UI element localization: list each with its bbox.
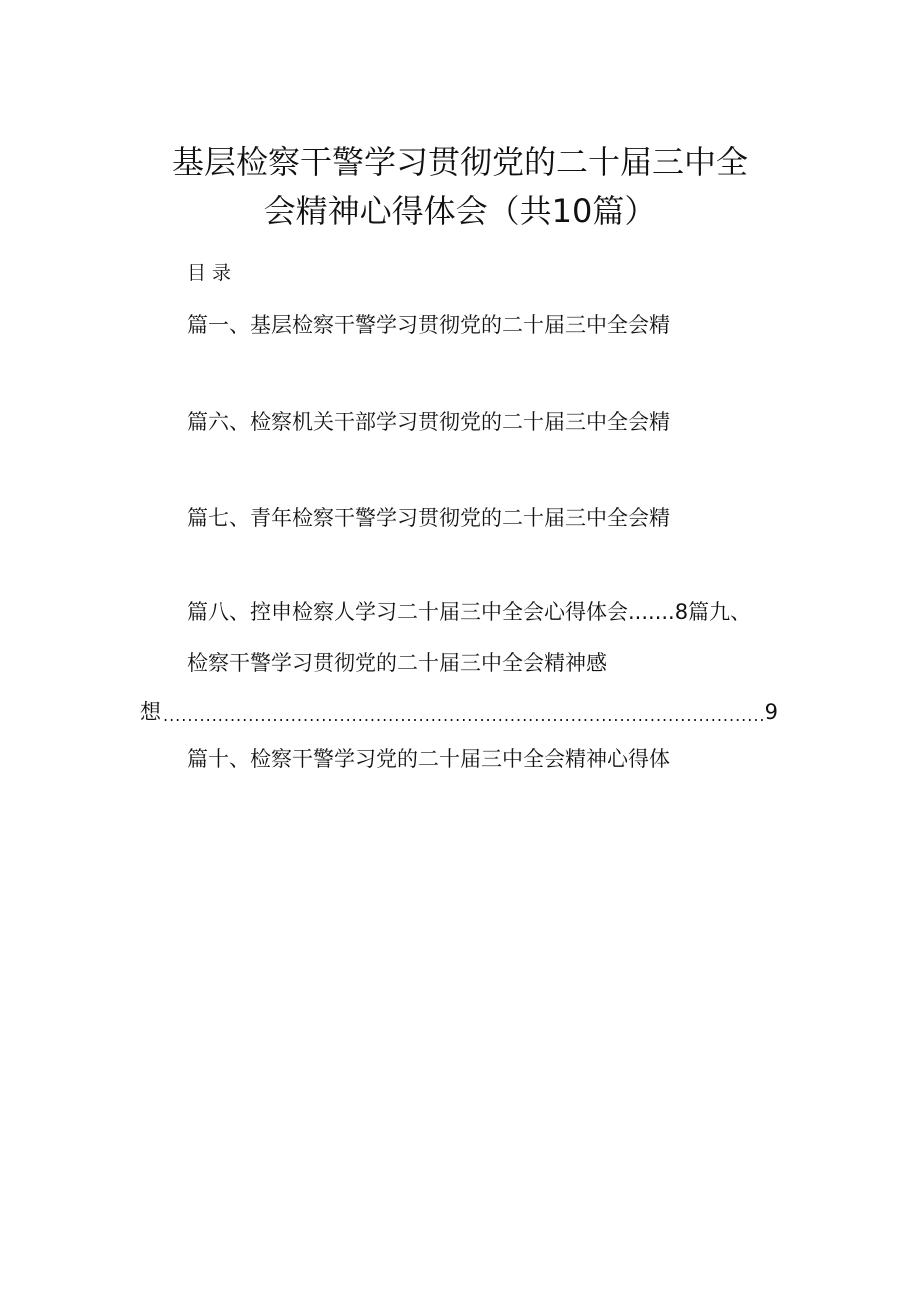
toc-entry-9-page-number: 9 xyxy=(764,700,778,724)
toc-entry-9-wrap-text: 想 xyxy=(140,700,161,724)
toc-entry-1[interactable]: 篇一、基层检察干警学习贯彻党的二十届三中全会精 xyxy=(187,313,670,337)
toc-entry-9-continuation[interactable] xyxy=(140,697,778,727)
toc-entry-8[interactable]: 篇八、控申检察人学习二十届三中全会心得体会.......8篇九、 xyxy=(187,600,752,624)
toc-dot-leader xyxy=(163,697,763,727)
document-title-line-2: 会精神心得体会（共10篇） xyxy=(263,192,657,230)
toc-entry-9[interactable]: 检察干警学习贯彻党的二十届三中全会精神感 xyxy=(187,651,607,675)
toc-entry-10[interactable]: 篇十、检察干警学习党的二十届三中全会精神心得体 xyxy=(187,747,670,771)
toc-entry-7[interactable]: 篇七、青年检察干警学习贯彻党的二十届三中全会精 xyxy=(187,506,670,530)
document-title-line-1: 基层检察干警学习贯彻党的二十届三中全 xyxy=(171,143,748,181)
toc-heading: 目录 xyxy=(187,262,238,284)
toc-entry-6[interactable]: 篇六、检察机关干部学习贯彻党的二十届三中全会精 xyxy=(187,410,670,434)
